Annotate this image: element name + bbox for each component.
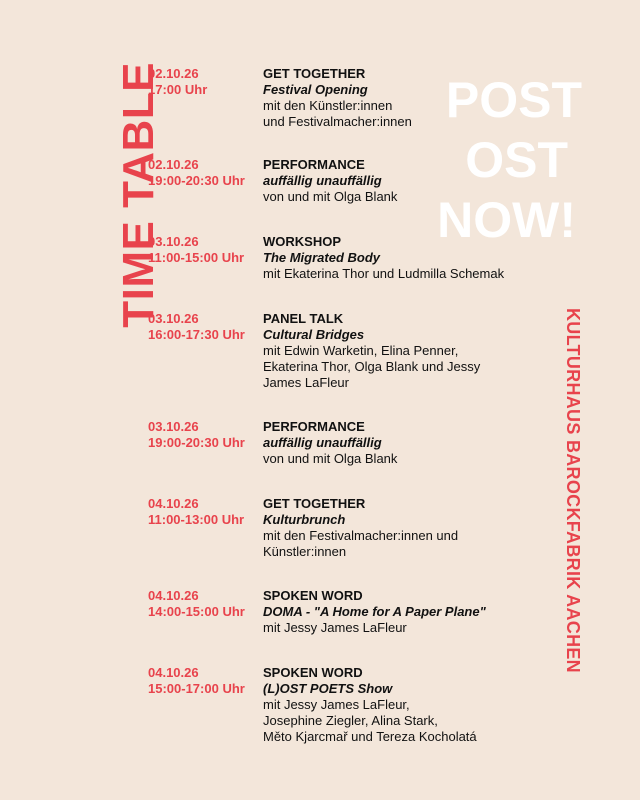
- event-type: PANEL TALK: [263, 311, 344, 326]
- event-title: auffällig unauffällig: [263, 435, 382, 450]
- event-date: 03.10.26: [148, 234, 199, 249]
- event-desc-line: Josephine Ziegler, Alina Stark,: [263, 713, 438, 728]
- event-desc-line: von und mit Olga Blank: [263, 451, 398, 466]
- event-desc-line: Ekaterina Thor, Olga Blank und Jessy: [263, 359, 481, 374]
- event-details: [263, 588, 563, 636]
- event-title: The Migrated Body: [263, 250, 381, 265]
- event-desc-line: mit Jessy James LaFleur,: [263, 697, 410, 712]
- event-when: [148, 157, 260, 189]
- event-type: PERFORMANCE: [263, 157, 365, 172]
- event-type: SPOKEN WORD: [263, 665, 363, 680]
- event-title: (L)OST POETS Show: [263, 681, 393, 696]
- event-time: 14:00-15:00 Uhr: [148, 604, 245, 619]
- event-desc-line: Měto Kjarcmař und Tereza Kocholatá: [263, 729, 477, 744]
- event-type: GET TOGETHER: [263, 496, 366, 511]
- event-time: 11:00-15:00 Uhr: [148, 250, 245, 265]
- event-when: [148, 419, 260, 451]
- event-date: 02.10.26: [148, 66, 199, 81]
- event-date: 02.10.26: [148, 157, 199, 172]
- event-time: 19:00-20:30 Uhr: [148, 435, 245, 450]
- event-desc-line: James LaFleur: [263, 375, 349, 390]
- event-time: 11:00-13:00 Uhr: [148, 512, 245, 527]
- event-when: [148, 496, 260, 528]
- event-title: DOMA - "A Home for A Paper Plane": [263, 604, 486, 619]
- event-when: [148, 66, 260, 98]
- event-desc-line: Künstler:innen: [263, 544, 347, 559]
- event-desc-line: mit Ekaterina Thor und Ludmilla Schemak: [263, 266, 505, 281]
- event-date: 04.10.26: [148, 496, 199, 511]
- event-desc-line: von und mit Olga Blank: [263, 189, 398, 204]
- event-title: Kulturbrunch: [263, 512, 346, 527]
- event-when: [148, 665, 260, 697]
- event-title: Cultural Bridges: [263, 327, 365, 342]
- event-desc-line: mit den Künstler:innen: [263, 98, 393, 113]
- event-time: 16:00-17:30 Uhr: [148, 327, 245, 342]
- event-date: 03.10.26: [148, 311, 199, 326]
- festival-line-2: OST: [465, 132, 568, 188]
- event-when: [148, 234, 260, 266]
- event-desc-line: und Festivalmacher:innen: [263, 114, 412, 129]
- event-type: SPOKEN WORD: [263, 588, 363, 603]
- event-details: [263, 157, 563, 205]
- festival-line-1: POST: [445, 72, 582, 128]
- event-details: [263, 419, 563, 467]
- event-date: 03.10.26: [148, 419, 199, 434]
- festival-line-3: NOW!: [437, 192, 576, 248]
- event-details: [263, 234, 563, 282]
- event-type: PERFORMANCE: [263, 419, 365, 434]
- event-desc-line: mit Edwin Warketin, Elina Penner,: [263, 343, 459, 358]
- timetable-heading: TIME TABLE: [114, 62, 163, 328]
- event-details: [263, 496, 563, 560]
- event-time: 17:00 Uhr: [148, 82, 208, 97]
- event-when: [148, 311, 260, 343]
- event-type: GET TOGETHER: [263, 66, 366, 81]
- event-desc-line: mit Jessy James LaFleur: [263, 620, 407, 635]
- event-date: 04.10.26: [148, 665, 199, 680]
- event-title: Festival Opening: [263, 82, 368, 97]
- venue-name: KULTURHAUS BAROCKFABRIK AACHEN: [563, 308, 583, 673]
- event-time: 15:00-17:00 Uhr: [148, 681, 245, 696]
- event-details: [263, 66, 563, 130]
- event-desc-line: mit den Festivalmacher:innen und: [263, 528, 459, 543]
- event-date: 04.10.26: [148, 588, 199, 603]
- event-type: WORKSHOP: [263, 234, 341, 249]
- event-when: [148, 588, 260, 620]
- event-title: auffällig unauffällig: [263, 173, 382, 188]
- event-time: 19:00-20:30 Uhr: [148, 173, 245, 188]
- event-details: [263, 311, 563, 391]
- event-details: [263, 665, 563, 745]
